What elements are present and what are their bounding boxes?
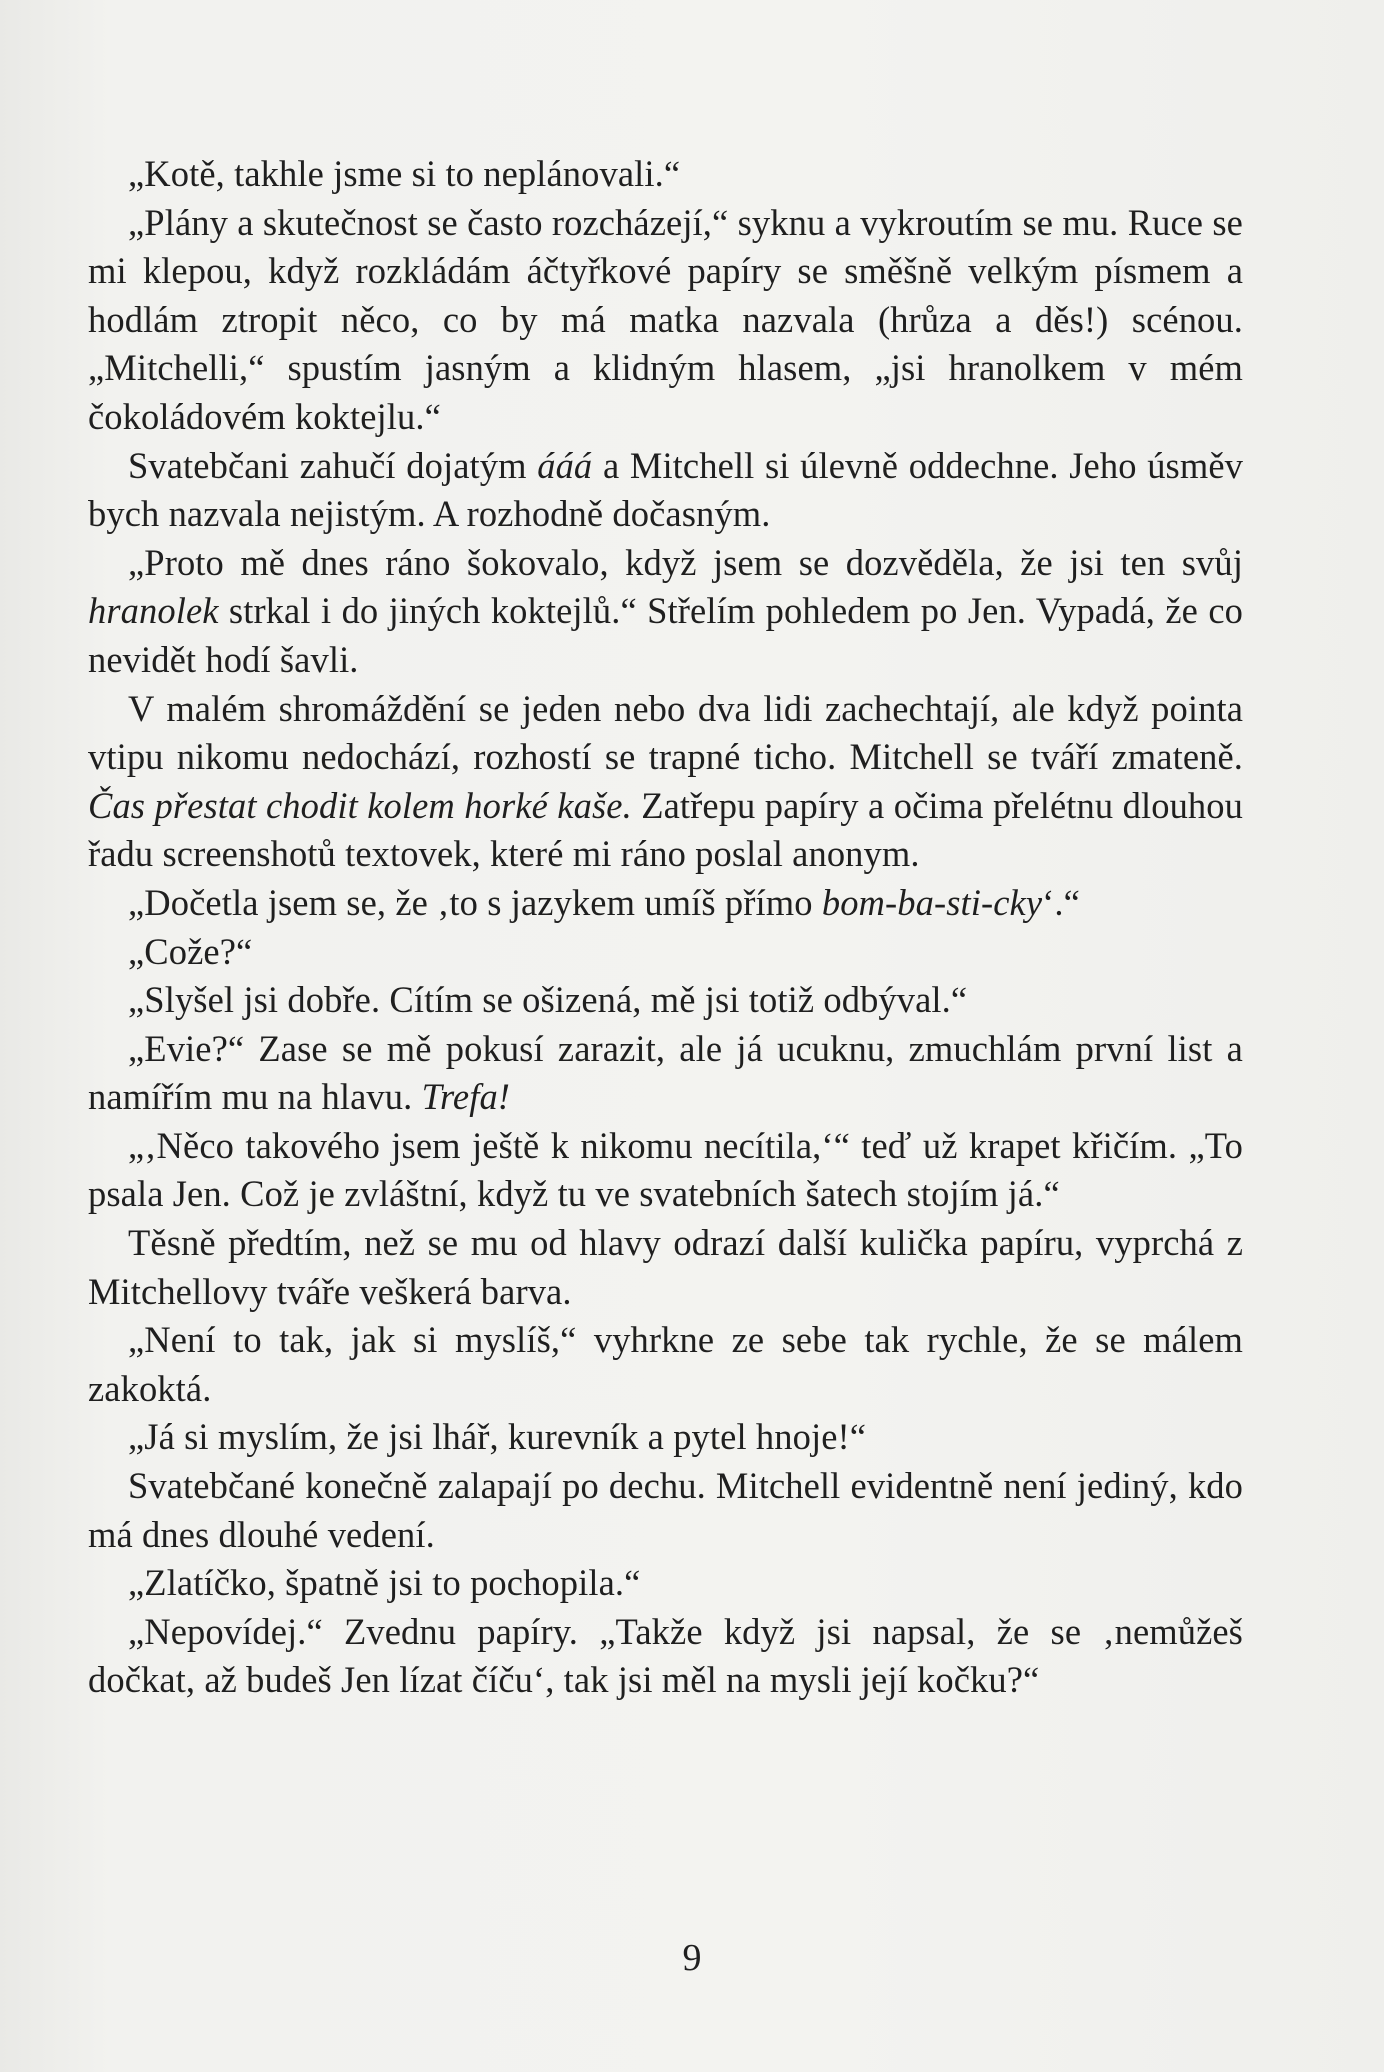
italic-text-run: Čas přestat chodit kolem horké kaše.: [88, 784, 632, 826]
italic-text-run: Trefa!: [421, 1076, 511, 1118]
text-run: a Mitchell si úlevně oddechne. Jeho úsměv bych nazvala nejistým. A rozhodně dočasným.: [88, 444, 1243, 535]
paragraph: [88, 1219, 1243, 1316]
body-text: [88, 150, 1243, 1705]
paragraph: [88, 1413, 1243, 1462]
paragraph: [88, 976, 1243, 1025]
text-run: „Proto mě dnes ráno šokovalo, když jsem se dozvěděla, že jsi ten svůj: [128, 541, 1243, 583]
text-run: Zatřepu papíry a očima přelétnu dlouhou řadu screenshotů textovek, které mi ráno poslal anonym.: [88, 784, 1243, 875]
paragraph: [88, 199, 1243, 442]
text-run: Svatebčani zahučí dojatým: [128, 444, 538, 486]
text-run: „Zlatíčko, špatně jsi to pochopila.“: [128, 1562, 641, 1604]
paragraph: [88, 1025, 1243, 1122]
text-run: „Evie?“ Zase se mě pokusí zarazit, ale já ucuknu, zmuchlám první list a namířím mu na hlavu.: [88, 1027, 1243, 1118]
text-run: „Plány a skutečnost se často rozcházejí,“ syknu a vykroutím se mu. Ruce se mi klepou, když rozkládám áčtyřkové papíry se směšně velkým písmem a hodlám ztropit něco, co by má matka nazvala (hrůza a děs!) scénou. „Mitchelli,“ spustím jasným a klidným hlasem, „jsi hranolkem v mém čokoládovém koktejlu.“: [88, 201, 1243, 437]
text-run: Svatebčané konečně zalapají po dechu. Mitchell evidentně není jediný, kdo má dnes dlouhé vedení.: [88, 1465, 1243, 1555]
paragraph: [88, 1122, 1243, 1219]
paragraph: [88, 1559, 1243, 1608]
text-run: „Cože?“: [128, 930, 253, 972]
text-run: ‘.“: [1042, 881, 1080, 923]
paragraph: [88, 442, 1243, 539]
text-run: Těsně předtím, než se mu od hlavy odrazí další kulička papíru, vyprchá z Mitchellovy tváře veškerá barva.: [88, 1222, 1243, 1312]
paragraph: [88, 539, 1243, 685]
italic-text-run: ááá: [537, 444, 593, 486]
paragraph: [88, 685, 1243, 879]
text-run: „‚Něco takového jsem ještě k nikomu necítila,‘“ teď už krapet křičím. „To psala Jen. Což je zvláštní, když tu ve svatebních šatech stojím já.“: [88, 1124, 1243, 1215]
text-run: „Slyšel jsi dobře. Cítím se ošizená, mě jsi totiž odbýval.“: [128, 979, 968, 1021]
text-run: „Kotě, takhle jsme si to neplánovali.“: [128, 153, 681, 194]
text-run: „Dočetla jsem se, že ‚to s jazykem umíš přímo: [128, 881, 822, 923]
paragraph: [88, 1462, 1243, 1559]
text-run: „Já si myslím, že jsi lhář, kurevník a pytel hnoje!“: [128, 1416, 867, 1458]
paragraph: [88, 150, 1243, 199]
text-run: „Nepovídej.“ Zvednu papíry. „Takže když jsi napsal, že se ‚nemůžeš dočkat, až budeš Jen lízat číču‘, tak jsi měl na mysli její kočku?“: [88, 1610, 1243, 1701]
text-run: strkal i do jiných koktejlů.“ Střelím pohledem po Jen. Vypadá, že co nevidět hodí šavli.: [88, 590, 1243, 680]
paragraph: [88, 1316, 1243, 1413]
paragraph: [88, 1608, 1243, 1705]
text-run: „Není to tak, jak si myslíš,“ vyhrkne ze sebe tak rychle, že se málem zakoktá.: [88, 1319, 1243, 1409]
italic-text-run: hranolek: [88, 590, 219, 632]
text-run: V malém shromáždění se jeden nebo dva lidi zachechtají, ale když pointa vtipu nikomu nedochází, rozhostí se trapné ticho. Mitchell se tváří zmateně.: [88, 687, 1243, 778]
page-number: 9: [682, 1937, 702, 1979]
paragraph: [88, 928, 1243, 977]
italic-text-run: bom-ba-sti-cky: [821, 881, 1043, 923]
paragraph: [88, 879, 1243, 928]
